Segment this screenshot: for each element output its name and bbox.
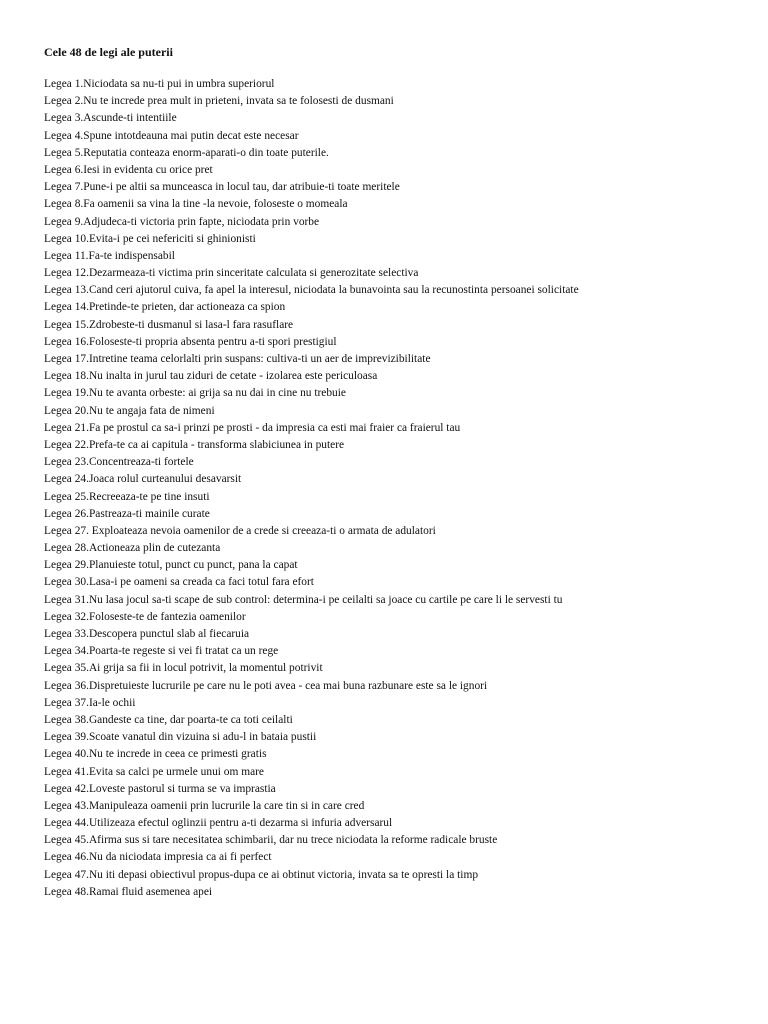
law-item: Legea 39.Scoate vanatul din vizuina si adu-l in bataia pustii [44,729,317,744]
law-item: Legea 40.Nu te increde in ceea ce primesti gratis [44,746,267,761]
law-item: Legea 34.Poarta-te regeste si vei fi tratat ca un rege [44,643,279,658]
law-item: Legea 43.Manipuleaza oamenii prin lucrurile la care tin si in care cred [44,797,365,812]
law-item: Legea 13.Cand ceri ajutorul cuiva, fa apel la interesul, niciodata la bunavointa sau la recunostinta persoanei solicitate [44,282,579,297]
law-item: Legea 38.Gandeste ca tine, dar poarta-te ca toti ceilalti [44,711,293,726]
law-item: Legea 12.Dezarmeaza-ti victima prin sinceritate calculata si generozitate selectiva [44,265,419,280]
law-item: Legea 23.Concentreaza-ti fortele [44,454,194,469]
laws-list [44,75,764,900]
law-item: Legea 16.Foloseste-ti propria absenta pentru a-ti spori prestigiul [44,333,337,348]
law-item: Legea 3.Ascunde-ti intentiile [44,110,177,125]
law-item: Legea 24.Joaca rolul curteanului desavarsit [44,471,242,486]
law-item: Legea 27. Exploateaza nevoia oamenilor de a crede si creeaza-ti o armata de adulatori [44,522,436,537]
law-item: Legea 18.Nu inalta in jurul tau ziduri de cetate - izolarea este periculoasa [44,368,378,383]
law-item: Legea 25.Recreeaza-te pe tine insuti [44,488,210,503]
law-item: Legea 17.Intretine teama celorlalti prin suspans: cultiva-ti un aer de imprevizibilitate [44,351,431,365]
law-item: Legea 9.Adjudeca-ti victoria prin fapte, niciodata prin vorbe [44,213,320,228]
law-item: Legea 7.Pune-i pe altii sa munceasca in locul tau, dar atribuie-ti toate meritele [44,179,400,194]
law-item: Legea 36.Dispretuieste lucrurile pe care nu le poti avea - cea mai buna razbunare este sa le ignori [44,677,488,692]
law-item: Legea 30.Lasa-i pe oameni sa creada ca faci totul fara efort [44,574,314,589]
law-item: Legea 15.Zdrobeste-ti dusmanul si lasa-l fara rasuflare [44,316,294,331]
law-item: Legea 4.Spune intotdeauna mai putin decat este necesar [44,127,299,142]
law-item: Legea 41.Evita sa calci pe urmele unui om mare [44,763,264,778]
law-item: Legea 8.Fa oamenii sa vina la tine -la nevoie, foloseste o momeala [44,196,348,211]
law-item: Legea 19.Nu te avanta orbeste: ai grija sa nu dai in cine nu trebuie [44,385,346,400]
law-item: Legea 6.Iesi in evidenta cu orice pret [44,161,213,176]
document-page [44,44,764,900]
law-item: Legea 47.Nu iti depasi obiectivul propus-dupa ce ai obtinut victoria, invata sa te opresti la timp [44,866,479,881]
law-item: Legea 21.Fa pe prostul ca sa-i prinzi pe prosti - da impresia ca esti mai fraier ca fraierul tau [44,419,461,434]
law-item: Legea 1.Niciodata sa nu-ti pui in umbra superiorul [44,76,275,90]
law-item: Legea 45.Afirma sus si tare necesitatea schimbarii, dar nu trece niciodata la reforme radicale bruste [44,832,498,847]
law-item: Legea 10.Evita-i pe cei nefericiti si ghinionisti [44,230,256,245]
law-item: Legea 22.Prefa-te ca ai capitula - transforma slabiciunea in putere [44,436,345,451]
law-item: Legea 14.Pretinde-te prieten, dar actioneaza ca spion [44,299,286,314]
law-item: Legea 20.Nu te angaja fata de nimeni [44,402,215,417]
law-item: Legea 26.Pastreaza-ti mainile curate [44,505,210,520]
law-item: Legea 48.Ramai fluid asemenea apei [44,883,213,898]
law-item: Legea 2.Nu te increde prea mult in prieteni, invata sa te folosesti de dusmani [44,93,394,108]
law-item: Legea 42.Loveste pastorul si turma se va imprastia [44,780,276,795]
law-item: Legea 37.Ia-le ochii [44,694,136,709]
law-item: Legea 33.Descopera punctul slab al fiecaruia [44,626,250,640]
law-item: Legea 32.Foloseste-te de fantezia oamenilor [44,608,246,623]
law-item: Legea 29.Planuieste totul, punct cu punct, pana la capat [44,557,298,572]
law-item: Legea 46.Nu da niciodata impresia ca ai fi perfect [44,849,272,864]
document-title: Cele 48 de legi ale puterii [44,45,173,59]
law-item: Legea 5.Reputatia conteaza enorm-aparati-o din toate puterile. [44,144,329,159]
law-item: Legea 31.Nu lasa jocul sa-ti scape de sub control: determina-i pe ceilalti sa joace cu cartile pe care li le servesti tu [44,591,563,606]
law-item: Legea 11.Fa-te indispensabil [44,247,175,262]
law-item: Legea 44.Utilizeaza efectul oglinzii pentru a-ti dezarma si infuria adversarul [44,815,393,830]
law-item: Legea 35.Ai grija sa fii in locul potrivit, la momentul potrivit [44,660,323,675]
law-item: Legea 28.Actioneaza plin de cutezanta [44,540,221,555]
